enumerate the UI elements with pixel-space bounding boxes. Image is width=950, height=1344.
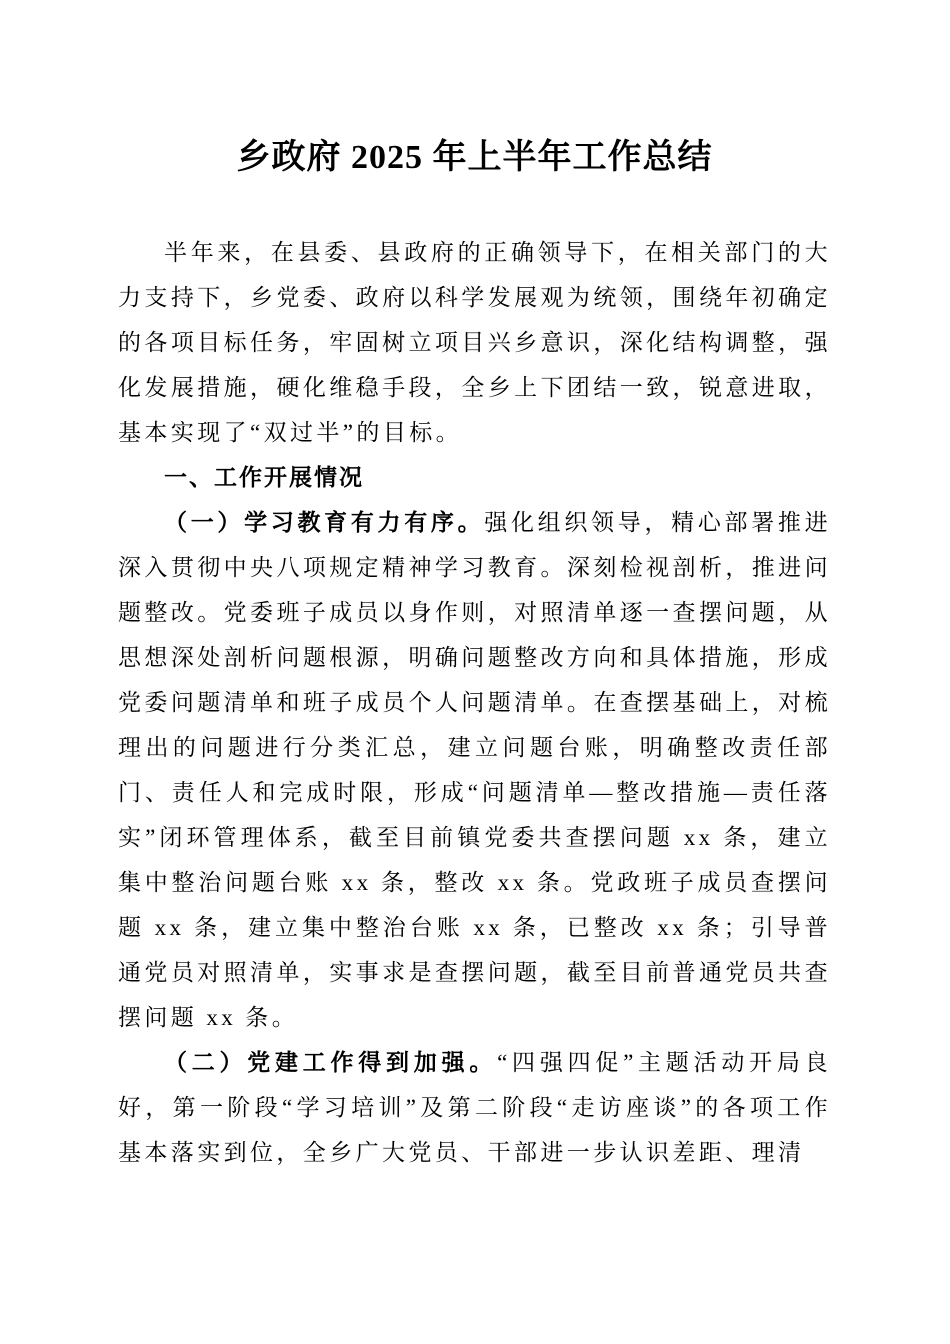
subsection-lead-study-education: （一）学习教育有力有序。 [164, 510, 485, 535]
document-title: 乡政府 2025 年上半年工作总结 [236, 139, 713, 176]
subsection-text-party-building: “四强四促”主题活动开局良好，第一阶段“学习培训”及第二阶段“走访座谈”的各项工作基本落实到位，全乡广大党员、干部进一步认识差距、理清 [118, 1050, 831, 1165]
intro-paragraph [118, 230, 831, 455]
intro-paragraph-text: 半年来，在县委、县政府的正确领导下，在相关部门的大力支持下，乡党委、政府以科学发展观为统领，围绕年初确定的各项目标任务，牢固树立项目兴乡意识，深化结构调整，强化发展措施，硬化维稳手段，全乡上下团结一致，锐意进取，基本实现了“双过半”的目标。 [118, 240, 831, 445]
section-heading-work-progress: 一、工作开展情况 [164, 464, 364, 490]
subsection-paragraph-study-education [118, 500, 831, 1040]
subsection-lead-party-building: （二）党建工作得到加强。 [164, 1050, 498, 1075]
subsection-text-study-education: 强化组织领导，精心部署推进深入贯彻中央八项规定精神学习教育。深刻检视剖析，推进问题整改。党委班子成员以身作则，对照清单逐一查摆问题，从思想深处剖析问题根源，明确问题整改方向和具体措施，形成党委问题清单和班子成员个人问题清单。在查摆基础上，对梳理出的问题进行分类汇总，建立问题台账，明确整改责任部门、责任人和完成时限，形成“问题清单—整改措施—责任落实”闭环管理体系，截至目前镇党委共查摆问题 xx 条，建立集中整治问题台账 xx 条，整改 xx 条。党政班子成员查摆问题 xx 条，建立集中整治台账 xx 条，已整改 xx 条；引导普通党员对照清单，实事求是查摆问题，截至目前普通党员共查摆问题 xx 条。 [118, 510, 831, 1030]
subsection-paragraph-party-building [118, 1040, 831, 1175]
